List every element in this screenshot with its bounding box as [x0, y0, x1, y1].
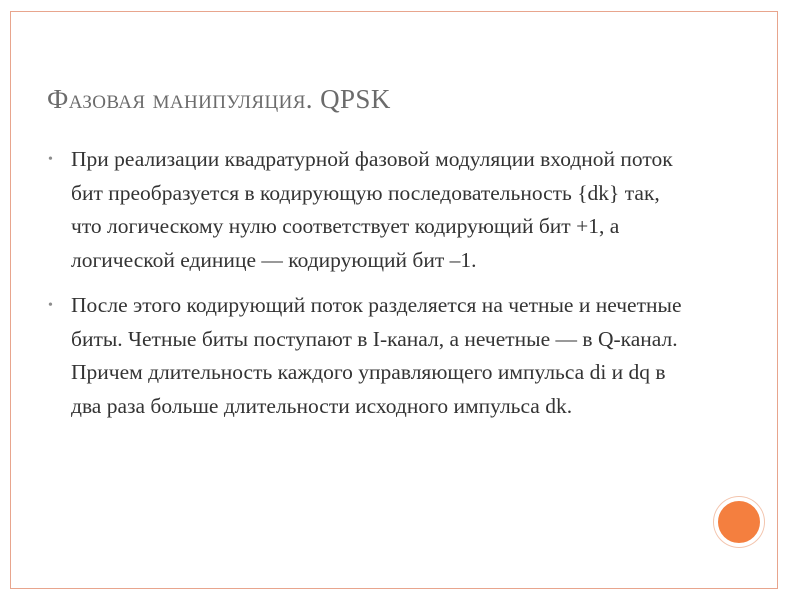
slide-title-suffix: QPSK: [320, 84, 391, 114]
bullet-dot-icon: •: [48, 152, 53, 167]
bullet-item: [48, 143, 688, 277]
bullet-text: После этого кодирующий поток разделяется на четные и нечетные биты. Четные биты поступают в I-канал, а нечетные — в Q-канал. Причем длительность каждого управляющего импульса di и dq в два раза больше длительности исходного импульса dk.: [71, 293, 682, 418]
bullet-item: [48, 289, 688, 423]
accent-circle-decoration: [714, 497, 764, 547]
bullet-list: [48, 143, 688, 435]
bullet-text: При реализации квадратурной фазовой модуляции входной поток бит преобразуется в кодирующую последовательность {dk} так, что логическому нулю соответствует кодирующий бит +1, а логической единице — кодирующий бит –1.: [71, 147, 673, 272]
slide-title-prefix: Фазовая манипуляция.: [47, 84, 313, 114]
slide-title: [47, 84, 391, 115]
bullet-dot-icon: •: [48, 298, 53, 313]
